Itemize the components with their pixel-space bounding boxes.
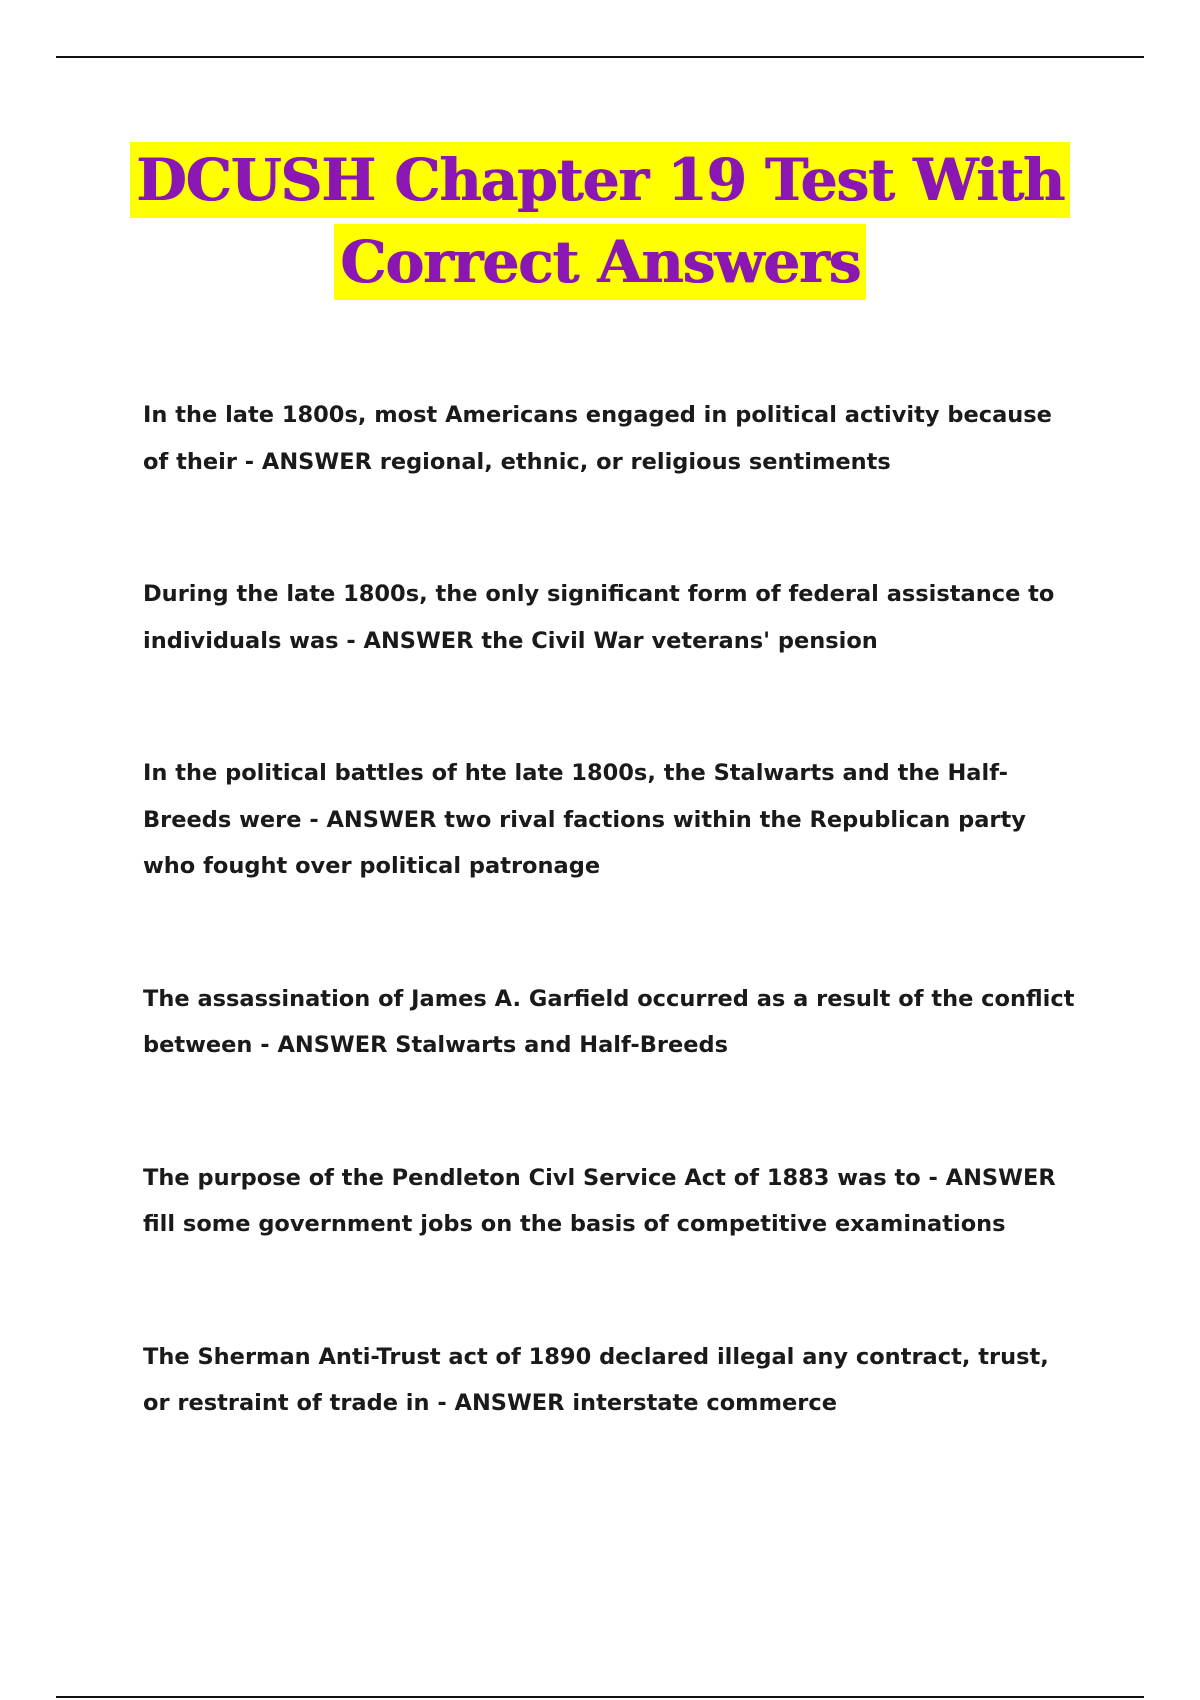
- question-item-3: In the political battles of hte late 1800s, the Stalwarts and the Half-Breeds were - ANSWER two rival factions within the Republican party who fought over political patronage: [143, 760, 1026, 879]
- question-list: [143, 392, 1083, 1427]
- top-rule: [56, 56, 1144, 58]
- question-item-5: The purpose of the Pendleton Civl Service Act of 1883 was to - ANSWER fill some government jobs on the basis of competitive examinations: [143, 1164, 1056, 1237]
- question-item-6: The Sherman Anti-Trust act of 1890 declared illegal any contract, trust, or restraint of trade in - ANSWER interstate commerce: [143, 1343, 1049, 1416]
- question-item-4: The assassination of James A. Garfield occurred as a result of the conflict between - ANSWER Stalwarts and Half-Breeds: [143, 985, 1075, 1058]
- page-title: [0, 142, 1200, 300]
- question-item-1: In the late 1800s, most Americans engaged in political activity because of their - ANSWER regional, ethnic, or religious sentiments: [143, 402, 1052, 475]
- bottom-rule: [56, 1696, 1144, 1698]
- title-line-1: DCUSH Chapter 19 Test With: [130, 142, 1070, 218]
- title-line-2: Correct Answers: [334, 224, 866, 300]
- question-item-2: During the late 1800s, the only significant form of federal assistance to individuals was - ANSWER the Civil War veterans' pension: [143, 581, 1055, 654]
